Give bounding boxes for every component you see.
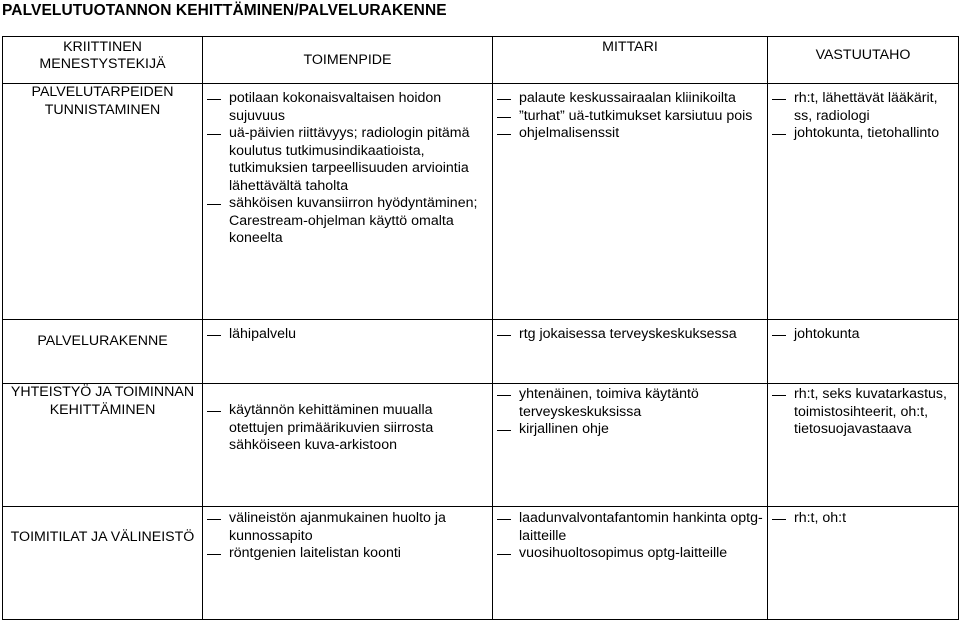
list-item: röntgenien laitelistan koonti [229,545,401,561]
vastuutaho-cell [768,507,959,620]
list-item: välineistön ajanmukainen huolto ja kunnossapito [229,510,446,544]
list-item: rh:t, lähettävät lääkärit, ss, radiologi [794,90,938,124]
category-cell [3,320,203,384]
list-item: ”turhat” uä-tutkimukset karsiutuu pois [519,107,753,124]
list-item: potilaan kokonaisvaltaisen hoidon sujuvuus [229,90,442,124]
category-label: TOIMITILAT JA VÄLINEISTÖ [10,529,195,545]
vastuutaho-cell [768,84,959,320]
list-item: käytännön kehittäminen muualla otettujen primäärikuvien siirrosta sähköiseen kuva-arkistoon [229,402,434,453]
list-item: vuosihuoltosopimus optg-laitteille [519,545,728,561]
list-item: laadunvalvontafantomin hankinta optg-laitteille [519,510,763,544]
list-item: yhtenäinen, toimiva käytäntö terveyskeskuksissa [519,386,699,420]
toimenpide-cell [203,84,493,320]
category-cell [3,84,203,320]
header-kriittinen: KRIITTINEN MENESTYSTEKIJÄ [3,37,203,84]
plan-table [2,36,959,620]
vastuutaho-cell [768,320,959,384]
header-row [3,37,959,84]
toimenpide-cell [203,384,493,507]
list-item: johtokunta [794,326,860,342]
mittari-cell [493,320,768,384]
header-toimenpide: TOIMENPIDE [203,37,493,84]
table-row [3,507,959,620]
list-item: rh:t, oh:t [794,510,847,526]
list-item: palaute keskussairaalan kliinikoilta [519,90,736,106]
table-row [3,320,959,384]
page-title: PALVELUTUOTANNON KEHITTÄMINEN/PALVELURAKENNE [2,2,447,19]
list-item: sähköisen kuvansiirron hyödyntäminen; Carestream-ohjelman käyttö omalta koneelta [229,195,478,246]
toimenpide-cell [203,320,493,384]
header-vastuutaho: VASTUUTAHO [768,37,959,84]
mittari-cell [493,84,768,320]
category-cell [3,384,203,507]
category-label: PALVELUTARPEIDEN TUNNISTAMINEN [31,84,174,118]
list-item: ohjelmalisenssit [519,125,620,141]
header-mittari: MITTARI [493,37,768,84]
category-cell [3,507,203,620]
category-label: PALVELURAKENNE [37,333,168,349]
table-row [3,84,959,320]
vastuutaho-cell [768,384,959,507]
mittari-cell [493,507,768,620]
mittari-cell [493,384,768,507]
list-item: johtokunta, tietohallinto [794,125,940,141]
table-row [3,384,959,507]
list-item: lähipalvelu [229,326,297,342]
list-item: rtg jokaisessa terveyskeskuksessa [519,326,737,342]
list-item: kirjallinen ohje [519,421,609,437]
toimenpide-cell [203,507,493,620]
category-label: YHTEISTYÖ JA TOIMINNAN KEHITTÄMINEN [10,384,195,418]
list-item: rh:t, seks kuvatarkastus, toimistosihteerit, oh:t, tietosuojavastaava [794,386,947,437]
list-item: uä-päivien riittävyys; radiologin pitämä koulutus tutkimusindikaatioista, tutkimuksien tarpeellisuuden arviointia lähettävältä taholta [229,125,470,194]
